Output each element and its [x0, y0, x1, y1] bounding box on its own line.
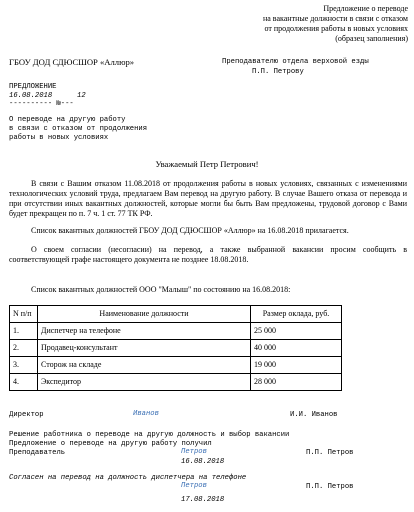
vacancy-table: [9, 305, 342, 391]
received-line: Предложение о переводе на другую работу получил: [9, 440, 212, 448]
header-note-line-2: на вакантные должности в связи с отказом: [262, 14, 408, 23]
subject-line-3: работы в новых условиях: [9, 134, 109, 142]
table-row: [10, 357, 342, 374]
addressee-line-2: П.П. Петрову: [252, 68, 304, 76]
teacher-name: П.П. Петров: [306, 449, 354, 457]
table-header-cell: N п/п: [10, 306, 38, 323]
table-cell: Диспетчер на телефоне: [38, 323, 251, 340]
table-cell: Сторож на складе: [38, 357, 251, 374]
paragraph-refusal-notice: В связи с Вашим отказом 11.08.2018 от продолжения работы в новых условиях, связанных с изменениями технологических условий труда, предлагаем Вам перевод на другую работу. В случае Вашего отказа от перевода и при отсутствии иных вакантных должностей, которые могли бы быть Вам предложены, трудовой договор с Вами будет прекращен по п. 7 ч. 1 ст. 77 ТК РФ.: [9, 179, 407, 218]
table-cell: 4.: [10, 374, 38, 391]
paragraph-consent-request: О своем согласии (несогласии) на перевод, а также выбранной вакансии просим сообщить в соответствующей графе настоящего документа не позднее 18.08.2018.: [9, 245, 407, 264]
header-note-line-4: (образец заполнения): [335, 34, 408, 43]
organization-name: ГБОУ ДОД СДЮСШОР «Аллюр»: [9, 57, 135, 67]
director-signature: Иванов: [133, 410, 159, 418]
table-row: [10, 340, 342, 357]
table-cell: 25 000: [251, 323, 342, 340]
document-date: 16.08.2018: [9, 92, 53, 100]
director-name: И.И. Иванов: [290, 411, 338, 419]
consent-text: Согласен на перевод на должность диспетчера на телефоне: [9, 474, 247, 482]
table-cell: 3.: [10, 357, 38, 374]
teacher-date: 16.08.2018: [181, 458, 225, 466]
consent-name: П.П. Петров: [306, 483, 354, 491]
paragraph-table-caption: Список вакантных должностей ООО "Малыш" по состоянию на 16.08.2018:: [31, 285, 291, 294]
header-note-line-3: от продолжения работы в новых условиях: [264, 24, 408, 33]
header-note-line-1: Предложение о переводе: [323, 4, 408, 13]
document-number: 12: [77, 92, 86, 100]
teacher-signature: Петров: [181, 448, 207, 456]
subject-line-1: О переводе на другую работу: [9, 116, 126, 124]
teacher-title: Преподаватель: [9, 449, 66, 457]
table-cell: 19 000: [251, 357, 342, 374]
addressee-line-1: Преподавателю отдела верховой езды: [222, 58, 369, 66]
table-cell: 28 000: [251, 374, 342, 391]
document-type: ПРЕДЛОЖЕНИЕ: [9, 83, 57, 91]
table-row: [10, 323, 342, 340]
consent-date: 17.08.2018: [181, 496, 225, 504]
salutation: Уважаемый Петр Петрович!: [155, 159, 259, 169]
table-cell: 2.: [10, 340, 38, 357]
table-header-cell: Наименование должности: [38, 306, 251, 323]
consent-signature: Петров: [181, 482, 207, 490]
table-header-row: [10, 306, 342, 323]
table-cell: 1.: [10, 323, 38, 340]
table-row: [10, 374, 342, 391]
table-cell: Экспедитор: [38, 374, 251, 391]
paragraph-vacancy-list-note: Список вакантных должностей ГБОУ ДОД СДЮСШОР «Аллюр» на 16.08.2018 прилагается.: [31, 226, 349, 235]
decision-heading: Решение работника о переводе на другую должность и выбор вакансии: [9, 431, 290, 439]
date-number-line: ---------- №---: [9, 100, 74, 108]
table-cell: Продавец-консультант: [38, 340, 251, 357]
director-title: Директор: [9, 411, 44, 419]
table-header-cell: Размер оклада, руб.: [251, 306, 342, 323]
table-cell: 40 000: [251, 340, 342, 357]
subject-line-2: в связи с отказом от продолжения: [9, 125, 148, 133]
